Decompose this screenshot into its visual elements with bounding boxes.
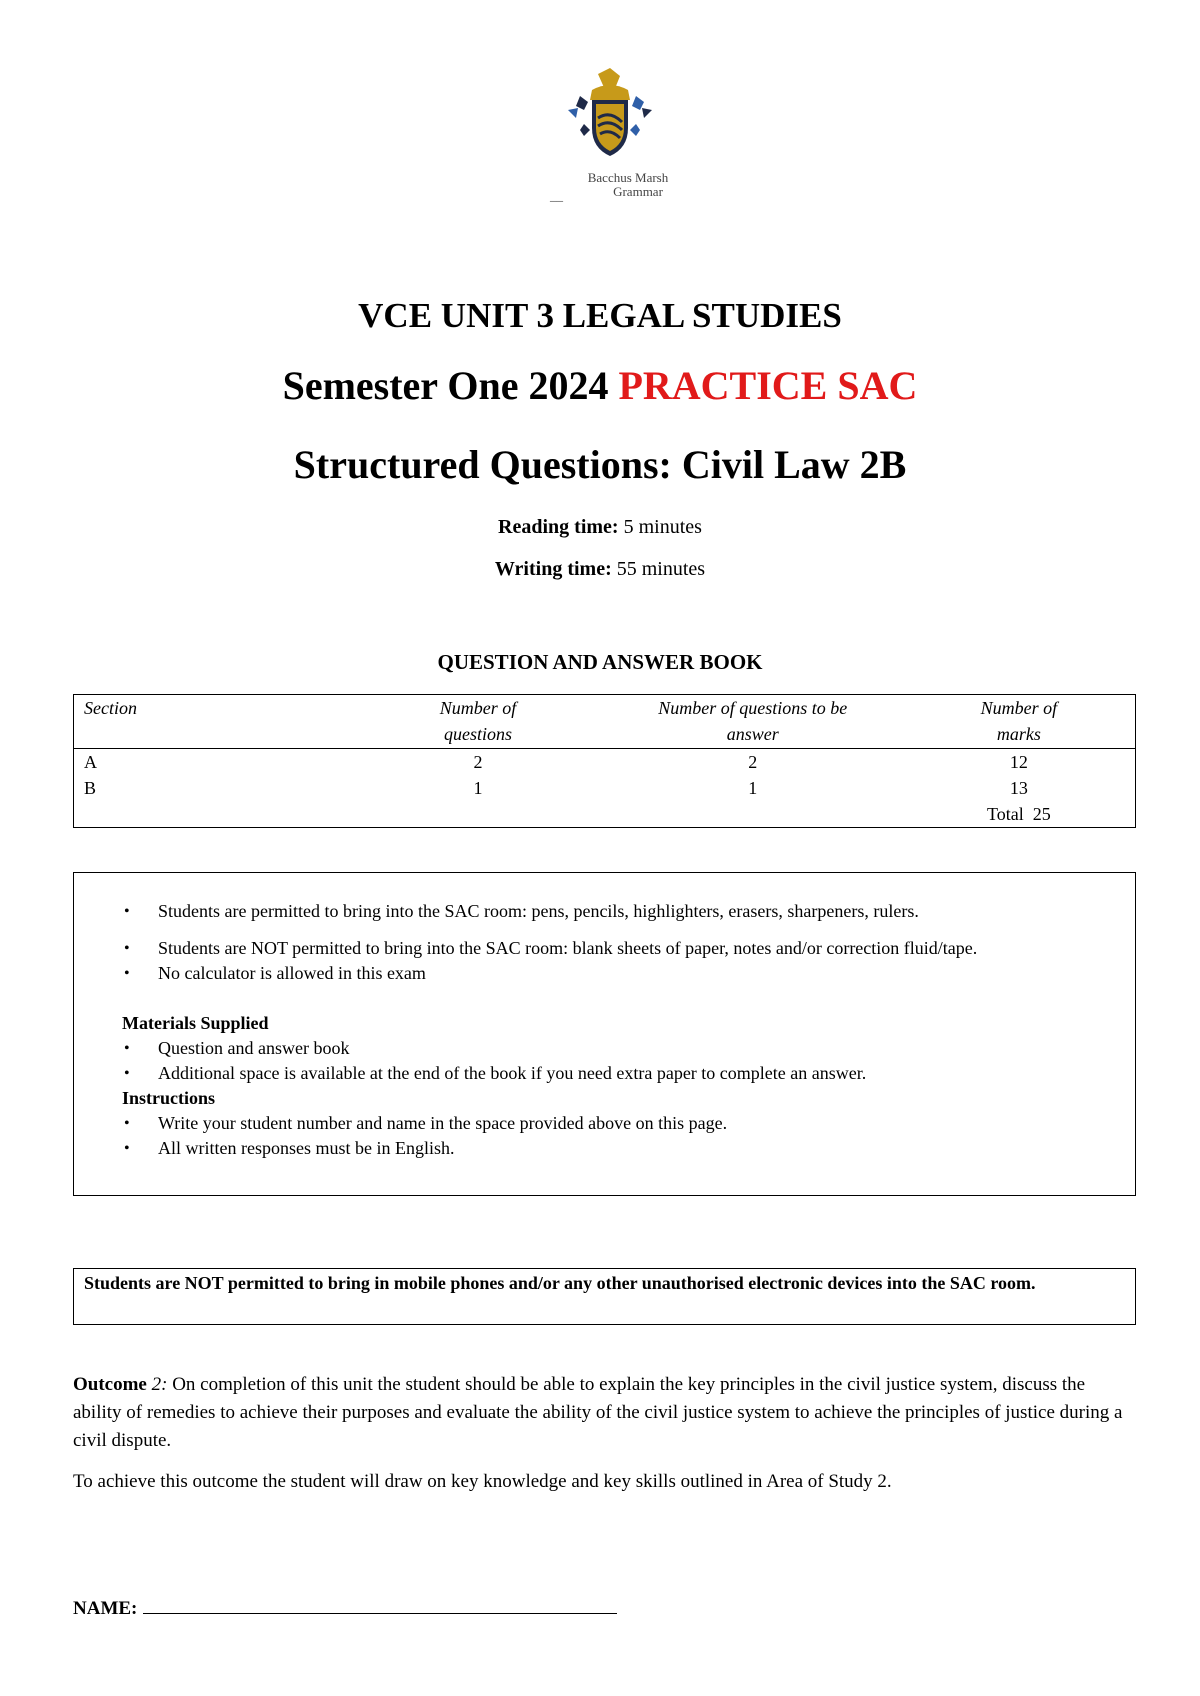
- row-section: B: [84, 778, 97, 798]
- writing-time-label: Writing time:: [494, 558, 612, 580]
- row-questions: 2: [473, 752, 483, 772]
- total-value: 25: [1032, 804, 1051, 824]
- bullet-icon: •: [124, 1115, 130, 1132]
- reading-time: [0, 516, 1200, 539]
- logo-dash: __: [550, 188, 563, 203]
- row-questions: 1: [473, 778, 483, 798]
- rule-permitted: • Students are permitted to bring into the SAC room: pens, pencils, highlighters, erasers, sharpeners, rulers.: [74, 899, 1135, 924]
- outcome-label: Outcome: [73, 1374, 147, 1395]
- total-cell: [893, 801, 1136, 828]
- material-item: • Question and answer book: [74, 1036, 1135, 1061]
- bullet-icon: •: [124, 940, 130, 957]
- bullet-icon: •: [124, 1040, 130, 1057]
- sections-table: [73, 694, 1136, 828]
- rules-box: [73, 872, 1136, 1196]
- row-to-answer: 2: [748, 752, 758, 772]
- practice-sac-label: PRACTICE SAC: [618, 363, 918, 408]
- reading-time-label: Reading time:: [498, 516, 619, 538]
- table-row: [74, 749, 1136, 776]
- instruction-item: • Write your student number and name in the space provided above on this page.: [74, 1111, 1135, 1136]
- total-label: Total: [986, 804, 1024, 824]
- bullet-icon: •: [124, 1140, 130, 1157]
- name-input-line[interactable]: [143, 1595, 617, 1614]
- semester-heading: [0, 362, 1200, 409]
- materials-heading: Materials Supplied: [122, 1013, 269, 1033]
- name-label: NAME:: [73, 1598, 138, 1619]
- rule-not-permitted: • Students are NOT permitted to bring into the SAC room: blank sheets of paper, notes and/or correction fluid/tape.: [74, 936, 1135, 961]
- header-section: Section: [84, 698, 137, 718]
- row-section: A: [84, 752, 97, 772]
- outcome-paragraph: [73, 1371, 1136, 1455]
- table-header-row: [74, 695, 1136, 749]
- logo-text-line1: Bacchus Marsh: [587, 170, 669, 185]
- row-marks: 12: [1009, 752, 1028, 772]
- school-crest-icon: [540, 66, 680, 170]
- header-num-questions: Number of questions: [439, 698, 517, 744]
- instruction-item: • All written responses must be in English.: [74, 1136, 1135, 1161]
- subtitle: Structured Questions: Civil Law 2B: [293, 442, 907, 487]
- writing-time: [0, 558, 1200, 581]
- rule-calculator: • No calculator is allowed in this exam: [74, 961, 1135, 986]
- table-row: [74, 775, 1136, 801]
- instructions-heading: Instructions: [122, 1088, 216, 1108]
- material-item: • Additional space is available at the end of the book if you need extra paper to complete an answer.: [74, 1061, 1135, 1086]
- header-questions-to-answer: Number of questions to be answer: [658, 698, 848, 744]
- name-field[interactable]: [73, 1595, 617, 1620]
- reading-time-value: 5 minutes: [618, 516, 702, 538]
- school-logo: [540, 66, 680, 206]
- outcome-text: On completion of this unit the student should be able to explain the key principles in the civil justice system, discuss the ability of remedies to achieve their purposes and evaluate the ability of the civil justice system to achieve the principles of justice during a civil dispute.: [73, 1374, 1123, 1451]
- row-to-answer: 1: [748, 778, 758, 798]
- bullet-icon: •: [124, 903, 130, 920]
- bullet-icon: •: [124, 965, 130, 982]
- book-title: QUESTION AND ANSWER BOOK: [437, 650, 763, 674]
- outcome-number: 2:: [146, 1374, 168, 1395]
- semester-text: Semester One 2024: [282, 363, 609, 408]
- header-num-marks: Number of marks: [980, 698, 1058, 744]
- total-row: [74, 801, 1136, 828]
- bullet-icon: •: [124, 1065, 130, 1082]
- page-title: VCE UNIT 3 LEGAL STUDIES: [358, 296, 842, 335]
- logo-text-line2: Grammar: [613, 184, 663, 199]
- achieve-paragraph: To achieve this outcome the student will draw on key knowledge and key skills outlined in Area of Study 2.: [73, 1471, 892, 1492]
- mobile-phone-warning: Students are NOT permitted to bring in mobile phones and/or any other unauthorised electronic devices into the SAC room.: [73, 1268, 1136, 1325]
- writing-time-value: 55 minutes: [611, 558, 706, 580]
- row-marks: 13: [1009, 778, 1028, 798]
